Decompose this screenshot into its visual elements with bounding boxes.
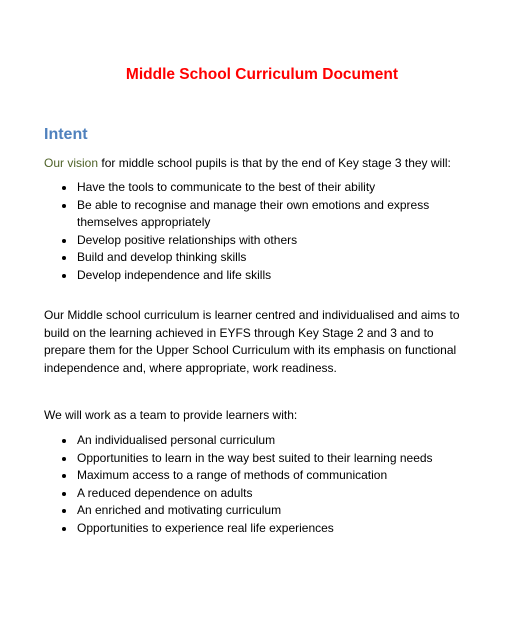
provision-list [44,432,477,537]
list-item: Have the tools to communicate to the best of their ability [44,179,477,197]
paragraph-line: build on the learning achieved in EYFS through Key Stage 2 and 3 and to [44,326,434,340]
vision-statement [44,155,451,173]
list-item: Opportunities to experience real life experiences [44,520,477,538]
list-item: An enriched and motivating curriculum [44,502,477,520]
team-intro: We will work as a team to provide learners with: [44,408,298,422]
paragraph-line: prepare them for the Upper School Curriculum with its emphasis on functional [44,343,457,357]
list-item: Develop independence and life skills [44,267,477,285]
list-item: A reduced dependence on adults [44,485,477,503]
list-item: Develop positive relationships with others [44,232,477,250]
paragraph-line: Our Middle school curriculum is learner centred and individualised and aims to [44,308,460,322]
list-item: Build and develop thinking skills [44,249,477,267]
list-item: An individualised personal curriculum [44,432,477,450]
paragraph-line: independence and, where appropriate, work readiness. [44,361,337,375]
list-item: Be able to recognise and manage their own emotions and express themselves appropriately [44,197,477,232]
list-item: Maximum access to a range of methods of communication [44,467,477,485]
vision-goals-list [44,179,477,284]
document-title: Middle School Curriculum Document [125,66,399,83]
vision-phrase: Our vision [44,156,99,170]
vision-statement-text: for middle school pupils is that by the end of Key stage 3 they will: [98,156,451,170]
section-heading-intent: Intent [44,126,88,143]
list-item: Opportunities to learn in the way best suited to their learning needs [44,450,477,468]
